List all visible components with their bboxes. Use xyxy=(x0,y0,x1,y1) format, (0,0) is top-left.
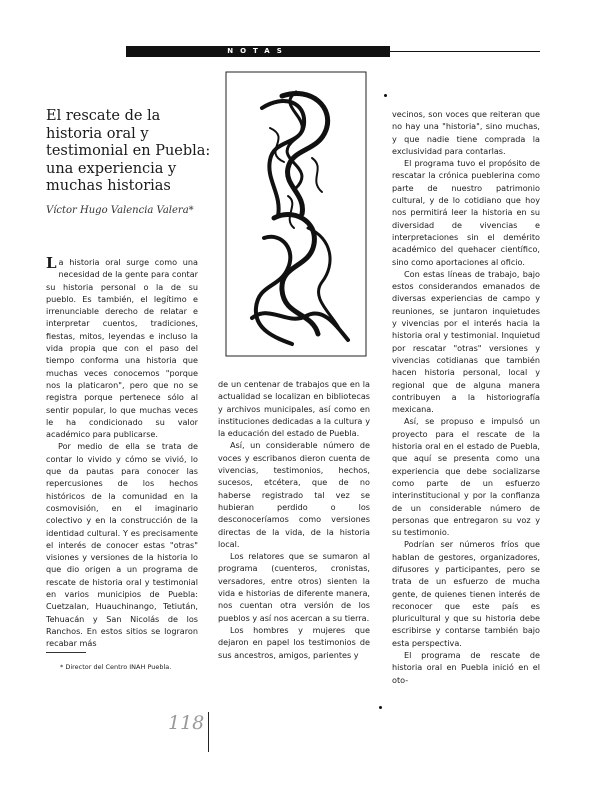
paragraph: Los hombres y mujeres que dejaron en papel los testimonios de sus ancestros, amigos, parientes y xyxy=(218,624,370,660)
ornament-dot xyxy=(379,706,382,709)
paragraph xyxy=(46,256,198,440)
paragraph: de un centenar de trabajos que en la actualidad se localizan en bibliotecas y archivos municipales, así como en instituciones dedicadas a la cultura y la educación del estado de Puebla. xyxy=(218,379,370,439)
section-label: NOTAS xyxy=(126,46,390,57)
paragraph: Así, un considerable número de voces y escribanos dieron cuenta de vivencias, testimonios, hechos, sucesos, etcétera, que de no haberse registrado tal vez se hubieran perdido o los desconoceríamos como versiones directas de la vida, de la historia local. xyxy=(218,440,370,549)
column-1 xyxy=(46,256,198,650)
paragraph: vecinos, son voces que reiteran que no hay una "historia", sino muchas, y que nadie tiene comprada la exclusividad para contarlas. xyxy=(392,109,540,156)
article-title: El rescate de la historia oral y testimonial en Puebla: una experiencia y muchas historias xyxy=(46,108,211,194)
paragraph: Podrían ser números fríos que hablan de gestores, organizadores, difusores y participantes, pero se trata de un esfuerzo de mucha gente, de quienes tienen interés de reconocer que este país es pluricultural y que su historia debe escribirse y contarse también bajo esta perspectiva. xyxy=(392,539,540,648)
column-3 xyxy=(392,108,540,686)
footnote: * Director del Centro INAH Puebla. xyxy=(60,663,172,671)
paragraph: Por medio de ella se trata de contar lo vivido y cómo se vivió, lo que da pautas para conocer las repercusiones de los hechos históricos de la comunidad en la cosmovisión, en el imaginario colectivo y en la construcción de la identidad cultural. Y es precisamente el interés de conocer estas "otras" visiones y versiones de la historia lo que dio origen a un programa de rescate de historia oral y testimonial en varios municipios de Puebla: Cuetzalan, Huauchinango, Tetiután, Tehuacán y San Nicolás de los Ranchos. En estos sitios se lograron recabar más xyxy=(46,441,198,649)
paragraph: Con estas líneas de trabajo, bajo estos considerandos emanados de diversas experiencias de campo y reuniones, se juntaron inquietudes y vivencias por el interés hacia la historia oral y testimonial. Inquietud por rescatar "otras" versiones y vivencias cotidianas que también hacen historia personal, local y regional que de alguna manera contribuyen a la historiografía mexicana. xyxy=(392,268,540,415)
section-rule xyxy=(390,51,540,52)
paragraph: Así, se propuso e impulsó un proyecto para el rescate de la historia oral en el estado de Puebla, que aquí se presenta como una experiencia que debe socializarse como parte de un esfuerzo interinstitucional y por la confianza de un considerable número de personas que entregaron su voz y su testimonio. xyxy=(392,416,540,538)
article-author: Víctor Hugo Valencia Valera* xyxy=(46,205,194,216)
footnote-rule xyxy=(46,652,86,653)
paragraph-text: a historia oral surge como una necesidad de la gente para contar su historia personal o la de su pueblo. Es también, el legítimo e irrenunciable derecho de relatar e interpretar cuentos, tradiciones, fiestas, mitos, leyendas e incluso la vida propia que con el paso del tiempo conforma una historia que muchas veces conocemos "porque nos la platicaron", pero que no se registra porque pertenece sólo al sentir popular, lo que muchas veces le ha condicionado su valor académico para publicarse. xyxy=(46,257,198,440)
column-2 xyxy=(218,378,370,661)
ornament-dot xyxy=(384,94,387,97)
dropcap: L xyxy=(46,254,57,272)
ink-drawing-illustration xyxy=(222,68,370,360)
paragraph: El programa tuvo el propósito de rescatar la crónica pueblerina como parte de nuestro patrimonio cultural, y de lo cotidiano que hoy nos permitirá leer la historia en su diversidad de vivencias e interpretaciones sin el demérito académico del quehacer científico, sino como aportaciones al oficio. xyxy=(392,158,540,267)
paragraph: El programa de rescate de historia oral en Puebla inició en el oto- xyxy=(392,650,540,685)
page-number: 118 xyxy=(168,712,205,734)
paragraph: Los relatores que se sumaron al programa (cuenteros, cronistas, versadores, entre otros) sienten la vida e historias de diferente manera, nos cuentan otra versión de los pueblos y así nos acercan a su tierra. xyxy=(218,551,370,623)
page-number-rule xyxy=(208,712,209,752)
